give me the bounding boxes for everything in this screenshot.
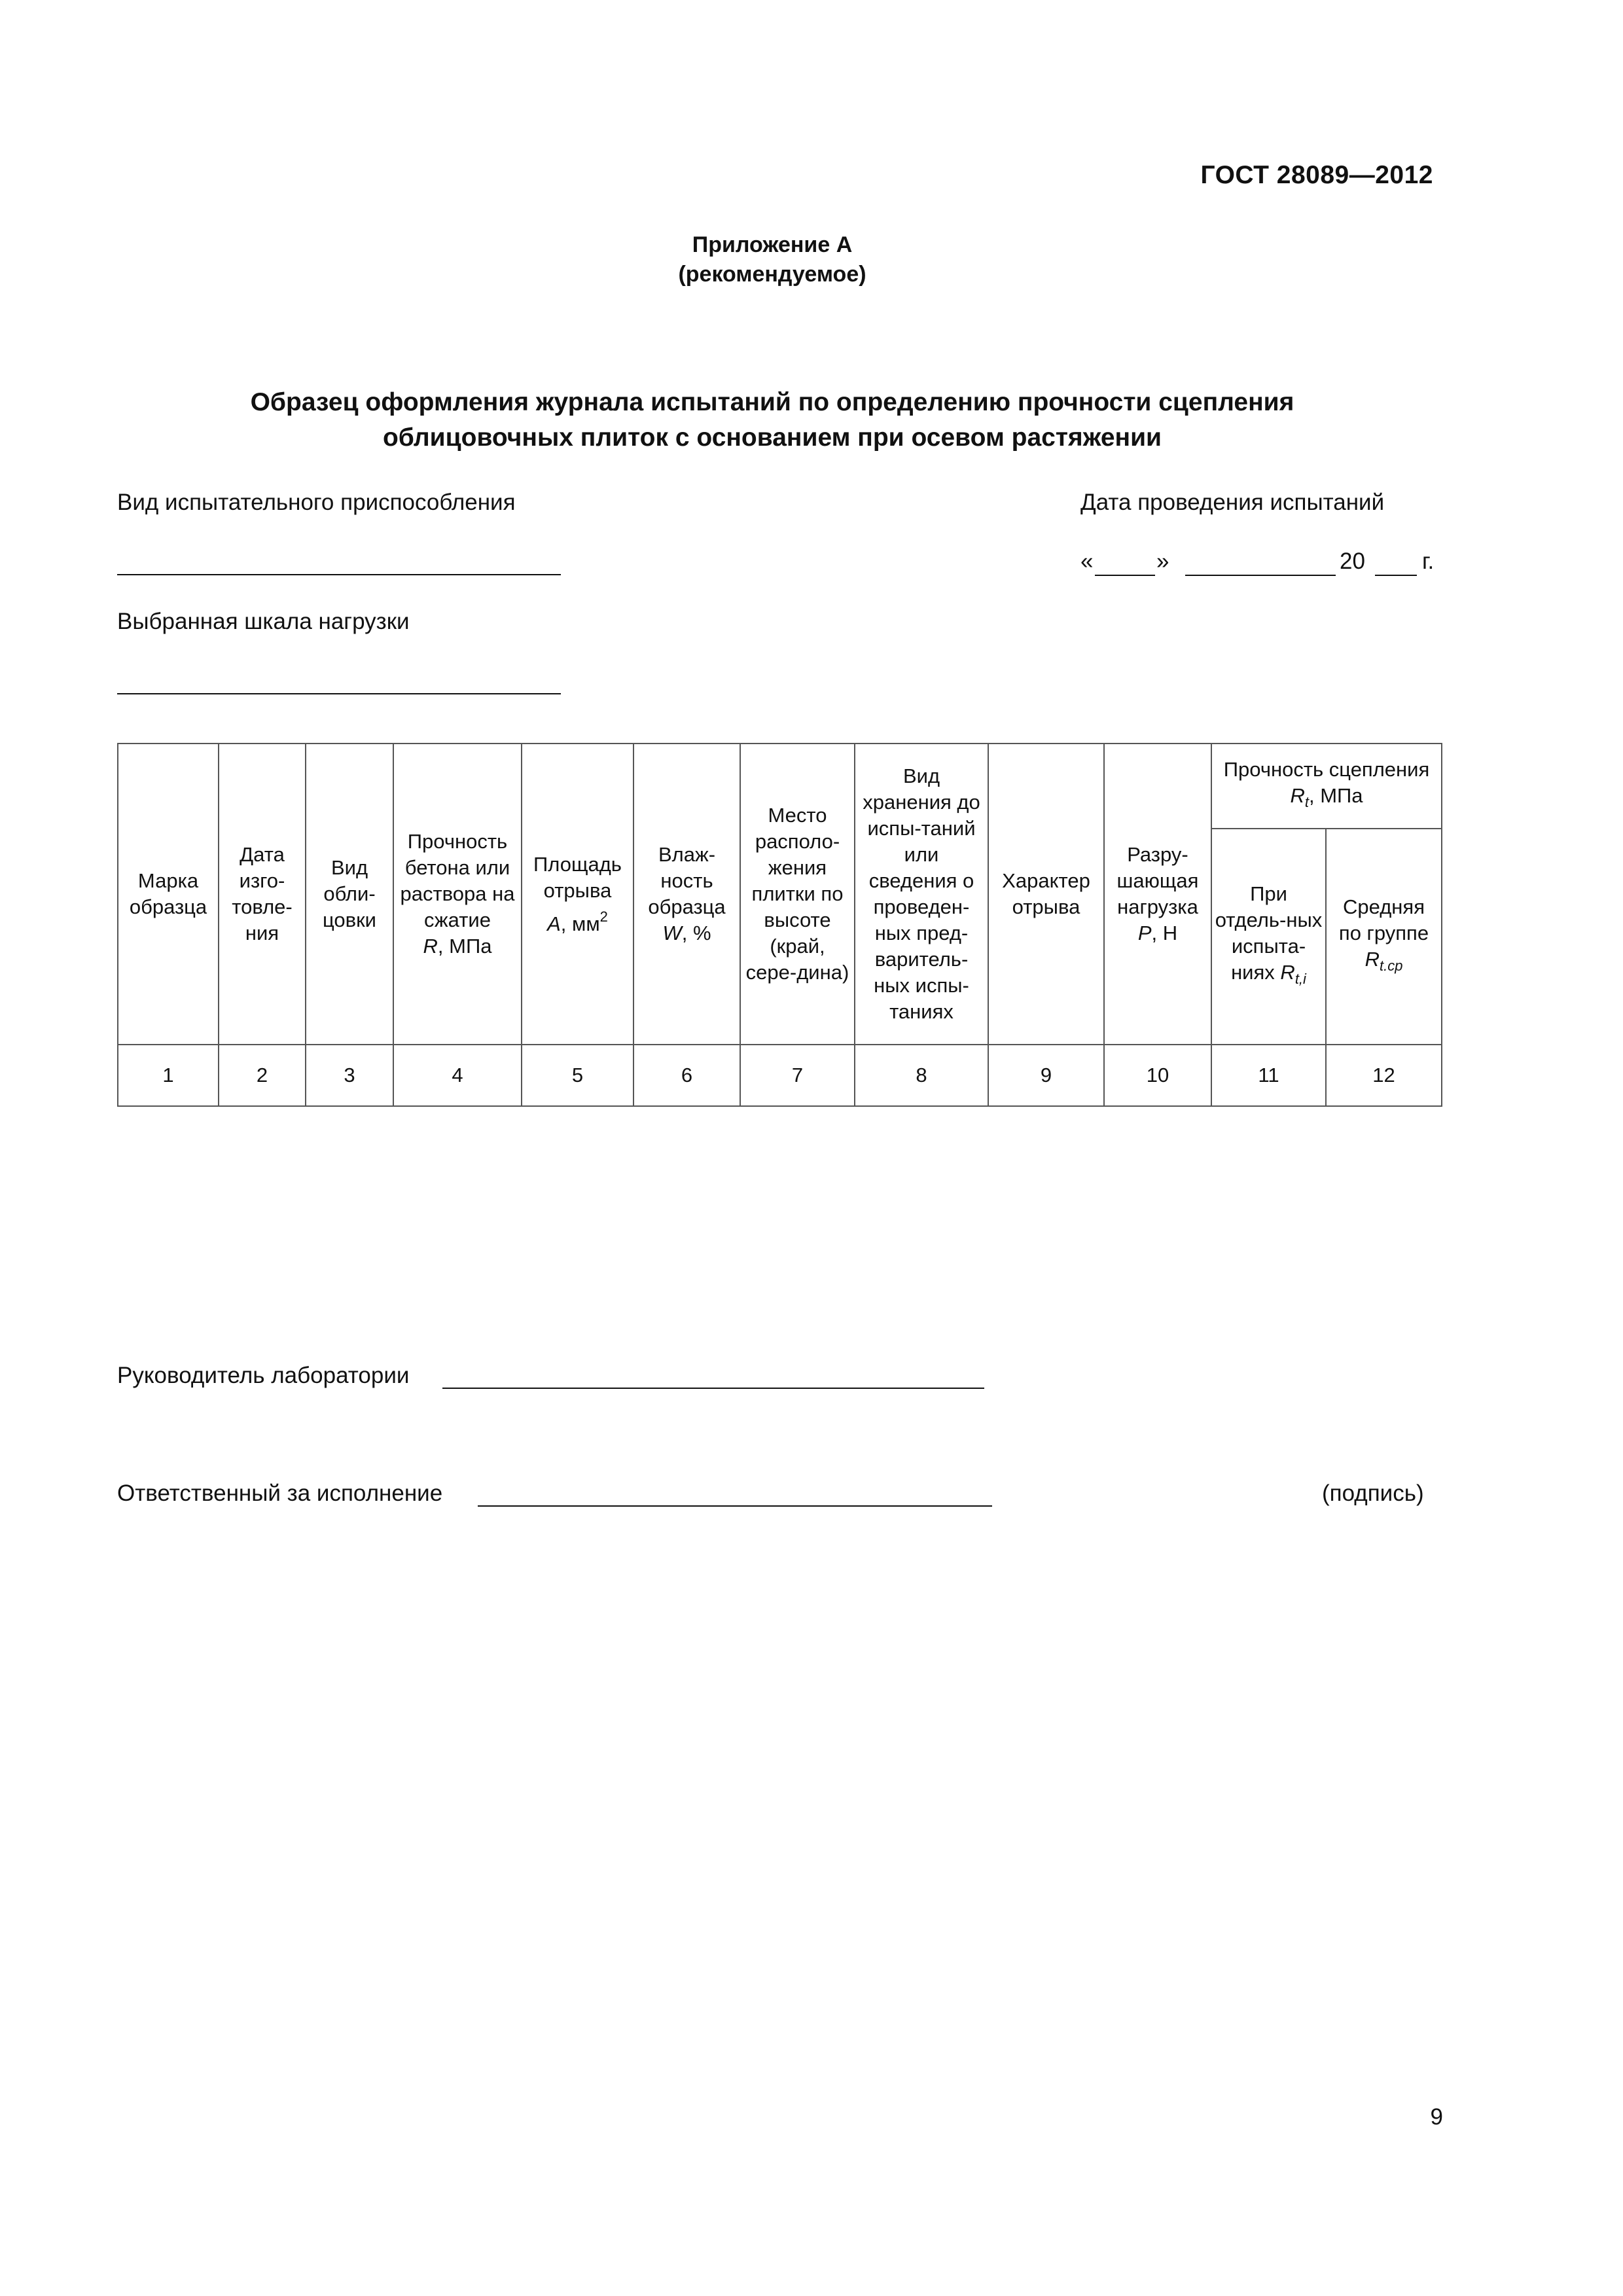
responsible-label: Ответственный за исполнение — [117, 1480, 443, 1506]
col-header-individual-tests — [1211, 829, 1326, 1045]
document-title-line1: Образец оформления журнала испытаний по определению прочности сцепления — [250, 388, 1294, 416]
lab-head-label: Руководитель лаборатории — [117, 1363, 410, 1388]
col10-text: Разру-шающая нагрузка — [1116, 843, 1199, 918]
col-header-breaking-load — [1104, 744, 1211, 1045]
group-text: Прочность сцепления — [1223, 758, 1430, 781]
col12-var: R — [1364, 948, 1380, 971]
date-day-line[interactable] — [1095, 575, 1155, 576]
annex-status: (рекомендуемое) — [678, 262, 866, 287]
col4-var: R — [423, 935, 438, 958]
col4-text: Прочность бетона или раствора на сжатие — [400, 830, 515, 931]
col-header-area — [522, 744, 633, 1045]
date-month-line[interactable] — [1185, 575, 1336, 576]
column-number: 6 — [633, 1045, 740, 1106]
group-sub: t — [1304, 794, 1309, 810]
col6-unit: , % — [681, 922, 711, 944]
col-header-tile-location: Место располо-жения плитки по высоте (край, сере-дина) — [740, 744, 855, 1045]
column-number: 10 — [1104, 1045, 1211, 1106]
col10-var: P — [1137, 922, 1152, 944]
col12-text: Средняя по группе — [1338, 895, 1429, 944]
col-header-manufacture-date: Дата изго-товле-ния — [219, 744, 306, 1045]
device-label: Вид испытательного приспособления — [117, 490, 516, 515]
document-number: ГОСТ 28089—2012 — [1200, 161, 1433, 189]
col-header-group-adhesion-strength — [1211, 744, 1442, 829]
col4-unit: , МПа — [437, 935, 492, 958]
document-title — [0, 385, 1544, 456]
responsible-signature-line[interactable] — [478, 1505, 992, 1507]
scale-field-line[interactable] — [117, 693, 561, 694]
group-unit: , МПа — [1308, 784, 1363, 807]
group-var: R — [1290, 784, 1305, 807]
column-number: 2 — [219, 1045, 306, 1106]
date-label: Дата проведения испытаний — [1080, 490, 1385, 515]
signature-caption: (подпись) — [1322, 1480, 1424, 1506]
col11-var: R — [1280, 961, 1295, 984]
column-number: 5 — [522, 1045, 633, 1106]
annex-heading — [0, 230, 1544, 289]
column-number: 12 — [1326, 1045, 1442, 1106]
lab-head-signature-line[interactable] — [442, 1388, 984, 1389]
col6-text: Влаж-ность образца — [648, 843, 726, 918]
date-open-quote: « — [1080, 548, 1094, 574]
col-header-sample-mark: Марка образца — [118, 744, 219, 1045]
date-close-quote: » — [1156, 548, 1169, 574]
col5-text: Площадь отрыва — [533, 852, 622, 902]
date-field — [1080, 548, 1447, 581]
col5-unit: , мм — [560, 912, 600, 935]
col6-var: W — [662, 922, 682, 944]
column-number: 8 — [855, 1045, 988, 1106]
scale-label: Выбранная шкала нагрузки — [117, 609, 410, 634]
date-year-line[interactable] — [1375, 575, 1417, 576]
annex-title: Приложение А — [692, 232, 853, 257]
col-header-moisture — [633, 744, 740, 1045]
device-field-line[interactable] — [117, 574, 561, 575]
col5-var: A — [547, 912, 561, 935]
document-title-line2: облицовочных плиток с основанием при осевом растяжении — [382, 423, 1162, 452]
date-year-prefix: 20 — [1340, 548, 1365, 574]
col10-unit: , Н — [1151, 922, 1178, 944]
col-header-facing-type: Вид обли-цовки — [306, 744, 393, 1045]
col-header-separation-type: Характер отрыва — [988, 744, 1104, 1045]
column-number: 4 — [393, 1045, 522, 1106]
col12-sub: t.ср — [1379, 958, 1403, 974]
col-header-storage-type: Вид хранения до испы-таний или сведения о проведен-ных пред-варитель-ных испы-таниях — [855, 744, 988, 1045]
column-number-row — [118, 1045, 1442, 1106]
test-journal-table — [117, 743, 1442, 1107]
col11-sub: t,i — [1294, 971, 1306, 987]
column-number: 1 — [118, 1045, 219, 1106]
date-year-suffix: г. — [1422, 548, 1435, 574]
column-number: 7 — [740, 1045, 855, 1106]
page-number: 9 — [1430, 2104, 1443, 2130]
col11-text: При отдель-ных испыта-ниях — [1215, 882, 1323, 984]
column-number: 9 — [988, 1045, 1104, 1106]
col-header-group-average — [1326, 829, 1442, 1045]
col5-sup: 2 — [599, 908, 608, 925]
col-header-concrete-strength — [393, 744, 522, 1045]
column-number: 11 — [1211, 1045, 1326, 1106]
column-number: 3 — [306, 1045, 393, 1106]
